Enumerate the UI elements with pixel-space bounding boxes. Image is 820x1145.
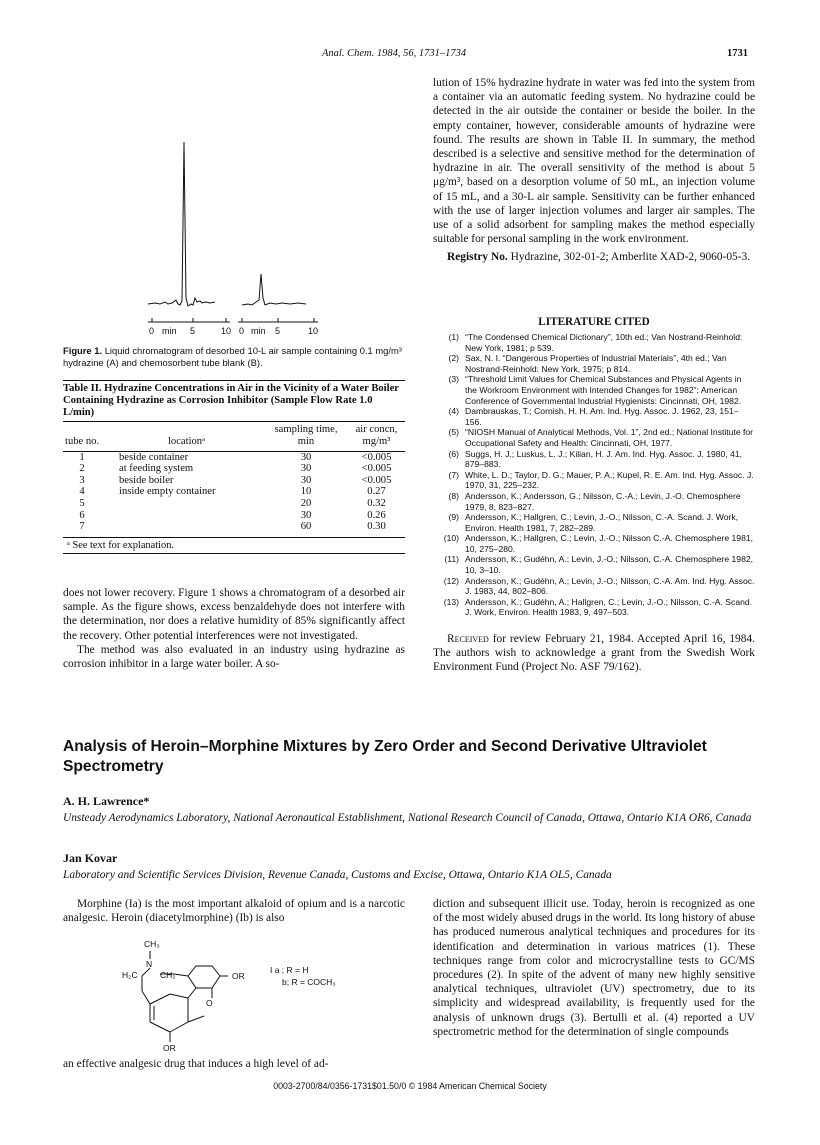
reference-number: (12) <box>443 575 459 586</box>
affiliation-2: Laboratory and Scientific Services Division, Revenue Canada, Customs and Excise, Ottawa, Ontario K1A OL5, Canada <box>63 869 612 881</box>
table-row: 1 beside container 30 <0.005 <box>79 451 392 463</box>
label-n: N <box>146 959 153 969</box>
reference-item <box>433 406 755 427</box>
received-text: for review February 21, 1984. Accepted April 16, 1984. The authors wish to acknowledge a grant from the Swedish Work Environment Fund (Project No. ASF 79/162). <box>433 633 755 674</box>
registry-paragraph <box>433 250 755 264</box>
tick-b-0: 0 <box>239 326 245 336</box>
reference-number: (3) <box>448 374 459 385</box>
paragraph: The method was also evaluated in an industry using hydrazine as corrosion inhibitor in a large water boiler. A so- <box>63 643 405 671</box>
table-row: 3 beside boiler 30 <0.005 <box>79 474 392 486</box>
reference-item <box>433 597 755 618</box>
right-column-text <box>433 76 755 265</box>
label-h2c: H₂C <box>122 970 138 980</box>
reference-text: Andersson, K.; Gudéhn, A.; Levin, J.-O.; Nilsson, C.-A. Chemosphere 1982, 10, 3–10. <box>465 554 754 576</box>
reference-item <box>433 554 755 575</box>
label-variant-a: I a ; R = H <box>270 965 309 975</box>
paragraph <box>433 632 755 675</box>
reference-number: (13) <box>443 596 459 607</box>
tick-a-5: 5 <box>190 326 196 336</box>
trace-a <box>148 142 215 306</box>
reference-text: Andersson, K.; Gudéhn, A.; Levin, J.-O.; Nilsson, C.-A. Am. Ind. Hyg. Assoc. J. 1983, 44, 802–806. <box>465 575 755 597</box>
paragraph: lution of 15% hydrazine hydrate in water was fed into the system from a container via an automatic feeding system. No hydrazine could be detected in the air outside the container or beside the boiler. In the empty container, however, considerable amounts of hydrazine were found. The results are shown in Table II. In summary, the method described is a selective and sensitive method for the determination of hydrazine in air. The overall sensitivity of the method is about 5 μg/m³, based on a desorption volume of 50 mL, an injection volume of 15 mL, and a 30-L air sample. Sensitivity can be further enhanced with the use of larger injection volumes and larger air samples. The use of a solid adsorbent for sampling makes the method especially suitable for personal sampling in the work environment. <box>433 77 756 246</box>
reference-number: (7) <box>448 469 459 480</box>
paragraph: Morphine (Ia) is the most important alkaloid of opium and is a narcotic analgesic. Heroin (diacetylmorphine) (Ib) is also <box>63 898 405 925</box>
reference-text: “NIOSH Manual of Analytical Methods, Vol. 1”, 2nd ed.; National Institute for Occupational Safety and Health: Cincinnati, OH, 1977. <box>465 427 754 448</box>
reference-item <box>433 491 755 512</box>
table-row: 7 60 0.30 <box>79 521 386 533</box>
reference-item <box>433 374 755 406</box>
col-time: sampling time, min <box>274 424 338 447</box>
figure1-caption-text: Liquid chromatogram of desorbed 10-L air sample containing 0.1 mg/m³ hydrazine (A) and chemosorbent tube blank (B). <box>63 345 402 368</box>
affiliation-1: Unsteady Aerodynamics Laboratory, National Aeronautical Establishment, National Research Council of Canada, Ottawa, Ontario K1A OR6, Canada <box>63 812 752 824</box>
reference-item <box>433 533 755 554</box>
paragraph: does not lower recovery. Figure 1 shows a chromatogram of a desorbed air sample. As the figure shows, excess benzaldehyde does not interfere with the determination, nor does a relative humidity of 85% significantly affect the recovery. Other potential interferences were not investigated. <box>63 587 405 642</box>
reference-number: (11) <box>444 554 459 565</box>
tick-b-min: min <box>251 326 266 336</box>
table2-header-row <box>63 424 405 447</box>
received-label: Received <box>447 633 489 646</box>
reference-text: “Threshold Limit Values for Chemical Substances and Physical Agents in the Workroom Environment with Intended Changes for 1982”; American Conference of Governmental Industrial Hygienists: Cincinnati, OH, 1982. <box>465 374 742 406</box>
reference-number: (9) <box>448 512 459 523</box>
literature-cited <box>433 316 755 675</box>
reference-text: Andersson, K.; Hallgren, C.; Levin, J.-O.; Nilsson C.-A. Chemosphere 1981, 10, 275–280. <box>465 533 754 554</box>
reference-item <box>433 449 755 470</box>
table2-title: Table II. Hydrazine Concentrations in Air in the Vicinity of a Water Boiler Containing Hydrazine as Corrosion Inhibitor (Sample Flow Rate 1.0 L/min) <box>63 383 399 418</box>
article2-left-continued <box>63 1057 405 1071</box>
reference-number: (10) <box>443 533 459 544</box>
registry-text: Hydrazine, 302-01-2; Amberlite XAD-2, 9060-05-3. <box>510 251 751 264</box>
table2-grid <box>63 424 405 537</box>
reference-item <box>433 353 755 374</box>
reference-text: Andersson, K.; Andersson, G.; Nilsson, C.-A.; Levin, J.-O. Chemosphere 1979, 8, 823–827. <box>465 490 741 512</box>
col-tube: tube no. <box>65 435 100 447</box>
label-or-right: OR <box>232 971 245 981</box>
reference-text: “The Condensed Chemical Dictionary”, 10th ed.; Van Nostrand-Reinhold: New York, 1981; p 539. <box>465 332 743 353</box>
reference-number: (1) <box>448 332 459 342</box>
reference-text: Dambrauskas, T.; Cornish, H. H. Am. Ind. Hyg. Assoc. J. 1962, 23, 151–156. <box>465 406 739 427</box>
reference-number: (4) <box>448 406 459 417</box>
article2-left-intro <box>63 897 405 925</box>
tick-a-min: min <box>162 326 177 336</box>
morphine-structure-diagram <box>120 936 410 1053</box>
tick-a-10: 10 <box>221 326 232 336</box>
reference-list <box>433 332 755 618</box>
label-variant-b: b; R = COCH₃ <box>282 977 336 987</box>
figure1-caption <box>63 345 405 368</box>
paragraph: diction and subsequent illicit use. Today, heroin is recognized as one of the most widely abused drugs in the world. Its long history of abuse has produced numerous analytical techniques and procedures for its identification and determination in various matrices (1). These techniques range from color and microcrystalline tests to GC/MS procedures (2). In spite of the advent of many new highly sensitive analytical techniques, ultraviolet (UV) spectrometry, due to its simplicity and widespread availability, is frequently used for the analysis of unknown drugs (3). Bertulli et al. (4) reported a UV spectrometric method for the determination of single compounds <box>433 898 755 1038</box>
page-number: 1731 <box>727 48 748 59</box>
label-ch2: CH₂ <box>160 970 176 980</box>
reference-item <box>433 427 755 448</box>
article-title: Analysis of Heroin–Morphine Mixtures by Zero Order and Second Derivative Ultraviolet Spectrometry <box>63 738 707 775</box>
reference-text: Andersson, K.; Hallgren, C.; Levin, J.-O.; Nilsson, C.-A. Scand. J. Work, Environ. Health 1981, 7, 282–289. <box>465 512 739 533</box>
reference-number: (2) <box>448 353 459 364</box>
copyright-footer: 0003-2700/84/0356-1731$01.50/0 © 1984 American Chemical Society <box>273 1081 547 1091</box>
col-location: locationᵃ <box>167 435 206 447</box>
reference-number: (5) <box>448 427 459 438</box>
literature-heading: LITERATURE CITED <box>538 316 650 328</box>
table2-footnote: ᵃ See text for explanation. <box>67 539 175 551</box>
table-row: 5 20 0.32 <box>79 497 386 509</box>
table-row: 4 inside empty container 10 0.27 <box>79 486 386 498</box>
reference-item <box>433 332 755 353</box>
reference-item <box>433 470 755 491</box>
reference-text: Suggs, H. J.; Luskus, L. J.; Kilian, H. J. Am. Ind. Hyg. Assoc. J. 1980, 41, 879–883. <box>465 448 743 470</box>
author-1: A. H. Lawrence* <box>63 794 150 808</box>
article2-right-column <box>433 897 755 1039</box>
reference-number: (6) <box>448 448 459 459</box>
received-note <box>433 632 755 675</box>
reference-number: (8) <box>448 490 459 501</box>
journal-citation: Anal. Chem. 1984, 56, 1731–1734 <box>322 48 467 59</box>
author-2: Jan Kovar <box>63 851 118 865</box>
label-or-bottom: OR <box>163 1043 176 1053</box>
table2 <box>63 380 405 554</box>
tick-b-5: 5 <box>275 326 281 336</box>
label-o: O <box>206 998 213 1008</box>
reference-text: Sax, N. I. “Dangerous Properties of Industrial Materials”, 4th ed.; Van Nostrand-Reinhold: New York, 1975; p 814. <box>465 353 727 374</box>
left-column-text <box>63 586 405 671</box>
label-ch3: CH₃ <box>144 939 160 949</box>
reference-text: White, L. D.; Taylor, D. G.; Mauer, P. A.; Kupel, R. E. Am. Ind. Hyg. Assoc. J. 1970, 31, 225–232. <box>465 469 754 491</box>
reference-item <box>433 512 755 533</box>
tick-a-0: 0 <box>149 326 155 336</box>
table-row: 6 30 0.26 <box>79 509 386 521</box>
trace-b <box>242 274 306 305</box>
reference-text: Andersson, K.; Gudéhn, A.; Hallgren, C.; Levin, J.-O.; Nilsson, C.-A. Scand. J. Work, Environ. Health 1983, 9, 497–503. <box>465 596 753 618</box>
figure1-label: Figure 1. <box>63 345 103 356</box>
registry-label: Registry No. <box>447 251 508 264</box>
paragraph: an effective analgesic drug that induces a high level of ad- <box>63 1058 329 1070</box>
figure1-chromatogram <box>130 112 340 342</box>
reference-item <box>433 576 755 597</box>
table-row: 2 at feeding system 30 <0.005 <box>79 463 392 475</box>
tick-b-10: 10 <box>308 326 319 336</box>
col-conc: air concn, mg/m³ <box>355 424 398 447</box>
